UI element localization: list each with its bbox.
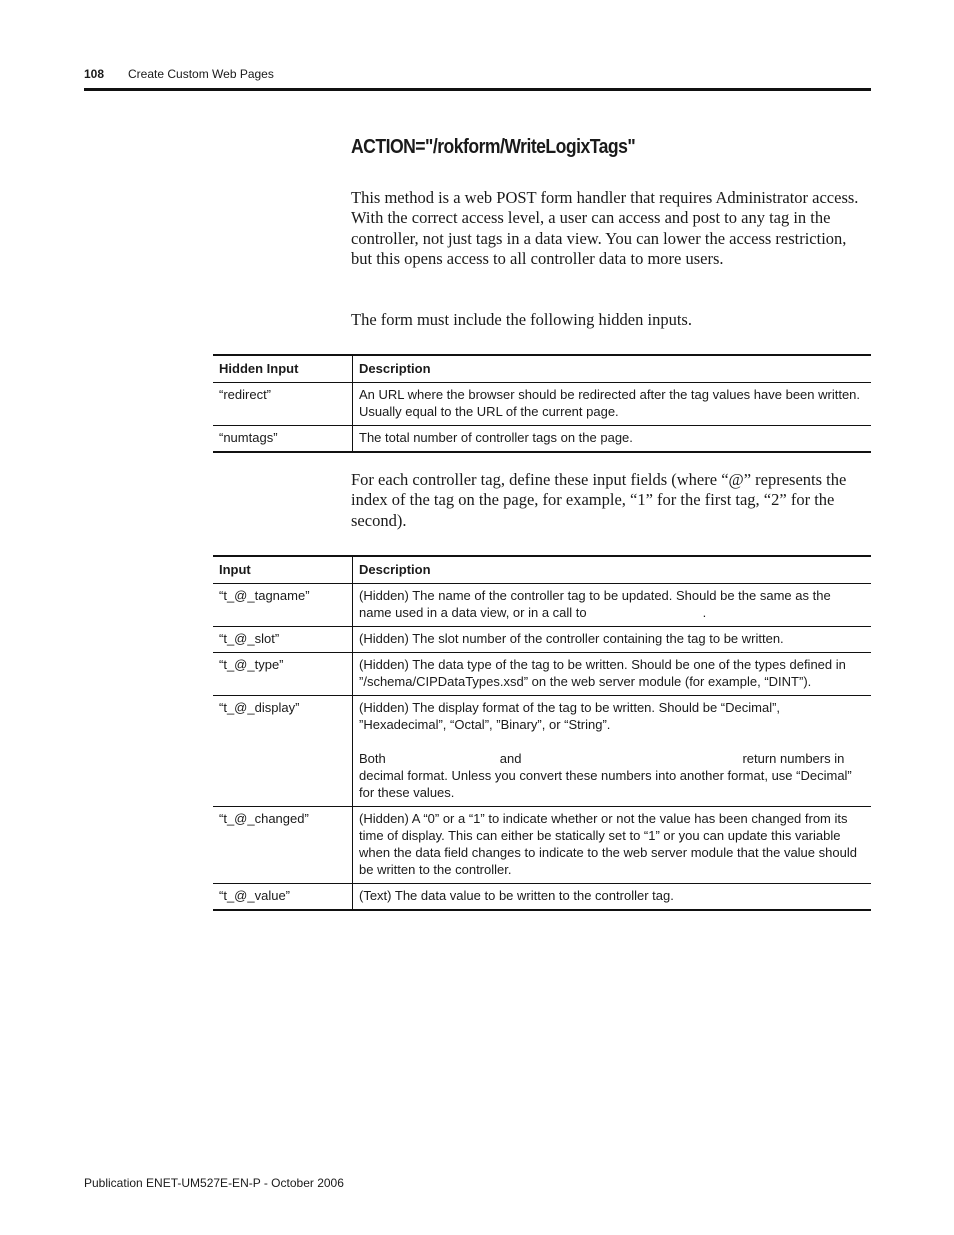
input-description: [353, 696, 872, 807]
input-description: (Text) The data value to be written to the controller tag.: [353, 884, 872, 911]
column-header: Input: [213, 556, 353, 584]
table-row: [213, 884, 871, 911]
input-name: “t_@_display”: [213, 696, 353, 807]
description-note: [359, 750, 865, 801]
input-description: The total number of controller tags on the page.: [353, 426, 872, 453]
input-description: (Hidden) The slot number of the controller containing the tag to be written.: [353, 627, 872, 653]
description-text: (Hidden) The display format of the tag to be written. Should be “Decimal”, ”Hexadecimal”, “Octal”, ”Binary”, or “String”.: [359, 700, 781, 732]
section-title: ACTION="/rokform/WriteLogixTags": [351, 136, 636, 158]
hidden-inputs-table: [213, 354, 871, 453]
input-description: [353, 584, 872, 627]
description-text: and: [499, 751, 522, 766]
input-name: “numtags”: [213, 426, 353, 453]
column-header: Description: [353, 355, 872, 383]
input-description: (Hidden) The data type of the tag to be written. Should be one of the types defined in ”/schema/CIPDataTypes.xsd” on the web server module (for example, “DINT”).: [353, 653, 872, 696]
hidden-inputs-intro: The form must include the following hidden inputs.: [351, 310, 692, 329]
input-description: (Hidden) A “0” or a “1” to indicate whether or not the value has been changed from its time of display. This can either be statically set to “1” or you can update this variable when the data field changes to indicate to the web server module that the value should be written to the controller.: [353, 807, 872, 884]
table-header-row: [213, 556, 871, 584]
input-name: “t_@_changed”: [213, 807, 353, 884]
description-text: return numbers in decimal format. Unless you convert these numbers into another format, use “Decimal” for these values.: [359, 751, 852, 800]
input-name: “t_@_value”: [213, 884, 353, 911]
column-header: Hidden Input: [213, 355, 353, 383]
input-description: An URL where the browser should be redirected after the tag values have been written. Usually equal to the URL of the current page.: [359, 387, 861, 419]
input-name: “t_@_slot”: [213, 627, 353, 653]
table-row: [213, 584, 871, 627]
intro-paragraph: This method is a web POST form handler that requires Administrator access. With the correct access level, a user can access and post to any tag in the controller, not just tags in a data view. You can lower the access restriction, but this opens access to all controller data to more users.: [351, 188, 859, 269]
table-header-row: [213, 355, 871, 383]
page-number: 108: [84, 67, 105, 81]
table-row: [213, 383, 871, 426]
publication-footer: Publication ENET-UM527E-EN-P - October 2006: [84, 1176, 344, 1190]
fields-intro: For each controller tag, define these input fields (where “@” represents the index of the tag on the page, for example, “1” for the first tag, “2” for the second).: [351, 470, 847, 530]
table-row: [213, 807, 871, 884]
page-header: [84, 66, 871, 91]
input-fields-table: [213, 555, 871, 911]
description-text: (Hidden) The name of the controller tag to be updated. Should be the same as the name used in a data view, or in a call to: [359, 588, 831, 620]
column-header: Description: [353, 556, 872, 584]
description-text: .: [702, 605, 707, 620]
input-name: “t_@_tagname”: [213, 584, 353, 627]
input-name: “redirect”: [213, 383, 353, 426]
table-row: [213, 653, 871, 696]
description-text: Both: [359, 751, 386, 766]
table-row: [213, 426, 871, 453]
chapter-title: Create Custom Web Pages: [128, 67, 274, 81]
table-row: [213, 696, 871, 807]
table-row: [213, 627, 871, 653]
input-name: “t_@_type”: [213, 653, 353, 696]
